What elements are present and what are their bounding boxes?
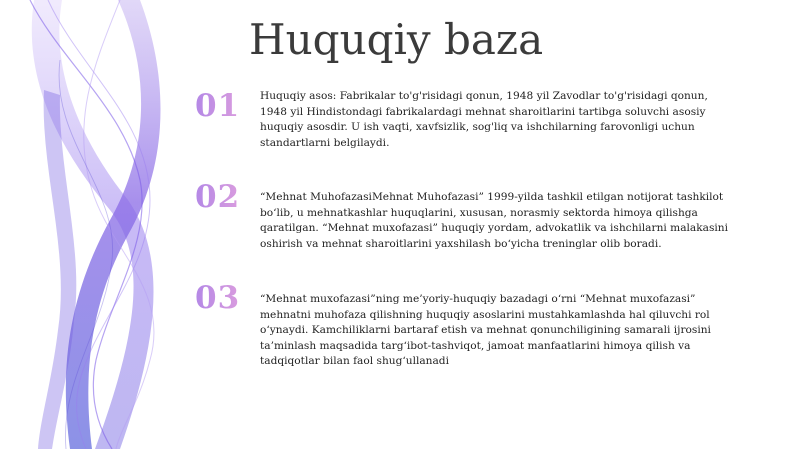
- item-text: “Mehnat MuhofazasiMehnat Muhofazasi” 1999-yilda tashkil etilgan notijorat tashkilot bo‘lib, u mehnatkashlar huquqlarini, xususan, norasmiy sektorda himoya qilishga qaratilgan. “Mehnat muxofazasi” huquqiy yordam, advokatlik va ishchilarni malakasini oshirish va mehnat sharoitlarini yaxshilash bo‘yicha treninglar olib boradi.: [260, 191, 728, 250]
- item-number: 03: [195, 278, 255, 318]
- item-number: 01: [195, 86, 255, 126]
- slide-title: Huquqiy baza: [249, 15, 544, 64]
- decorative-ribbon: [0, 0, 200, 449]
- item-text: Huquqiy asos: Fabrikalar to'g'risidagi qonun, 1948 yil Zavodlar to'g'risidagi qonun, 1948 yil Hindistondagi fabrikalardagi mehnat sharoitlarini tartibga soluvchi asosiy huquqiy asosdir. U ish vaqti, xavfsizlik, sog'liq va ishchilarning farovonligi uchun standartlarni belgilaydi.: [260, 90, 708, 149]
- item-text: “Mehnat muxofazasi”ning me’yoriy-huquqiy bazadagi o‘rni “Mehnat muxofazasi” mehnatni muhofaza qilishning huquqiy asoslarini mustahkamlashda hal qiluvchi rol o‘ynaydi. Kamchiliklarni bartaraf etish va mehnat qonunchiligining samarali ijrosini ta’minlash maqsadida targ‘ibot-tashviqot, jamoat manfaatlarini himoya qilish va tadqiqotlar bilan faol shug‘ullanadi: [260, 293, 711, 367]
- item-number: 02: [195, 177, 255, 217]
